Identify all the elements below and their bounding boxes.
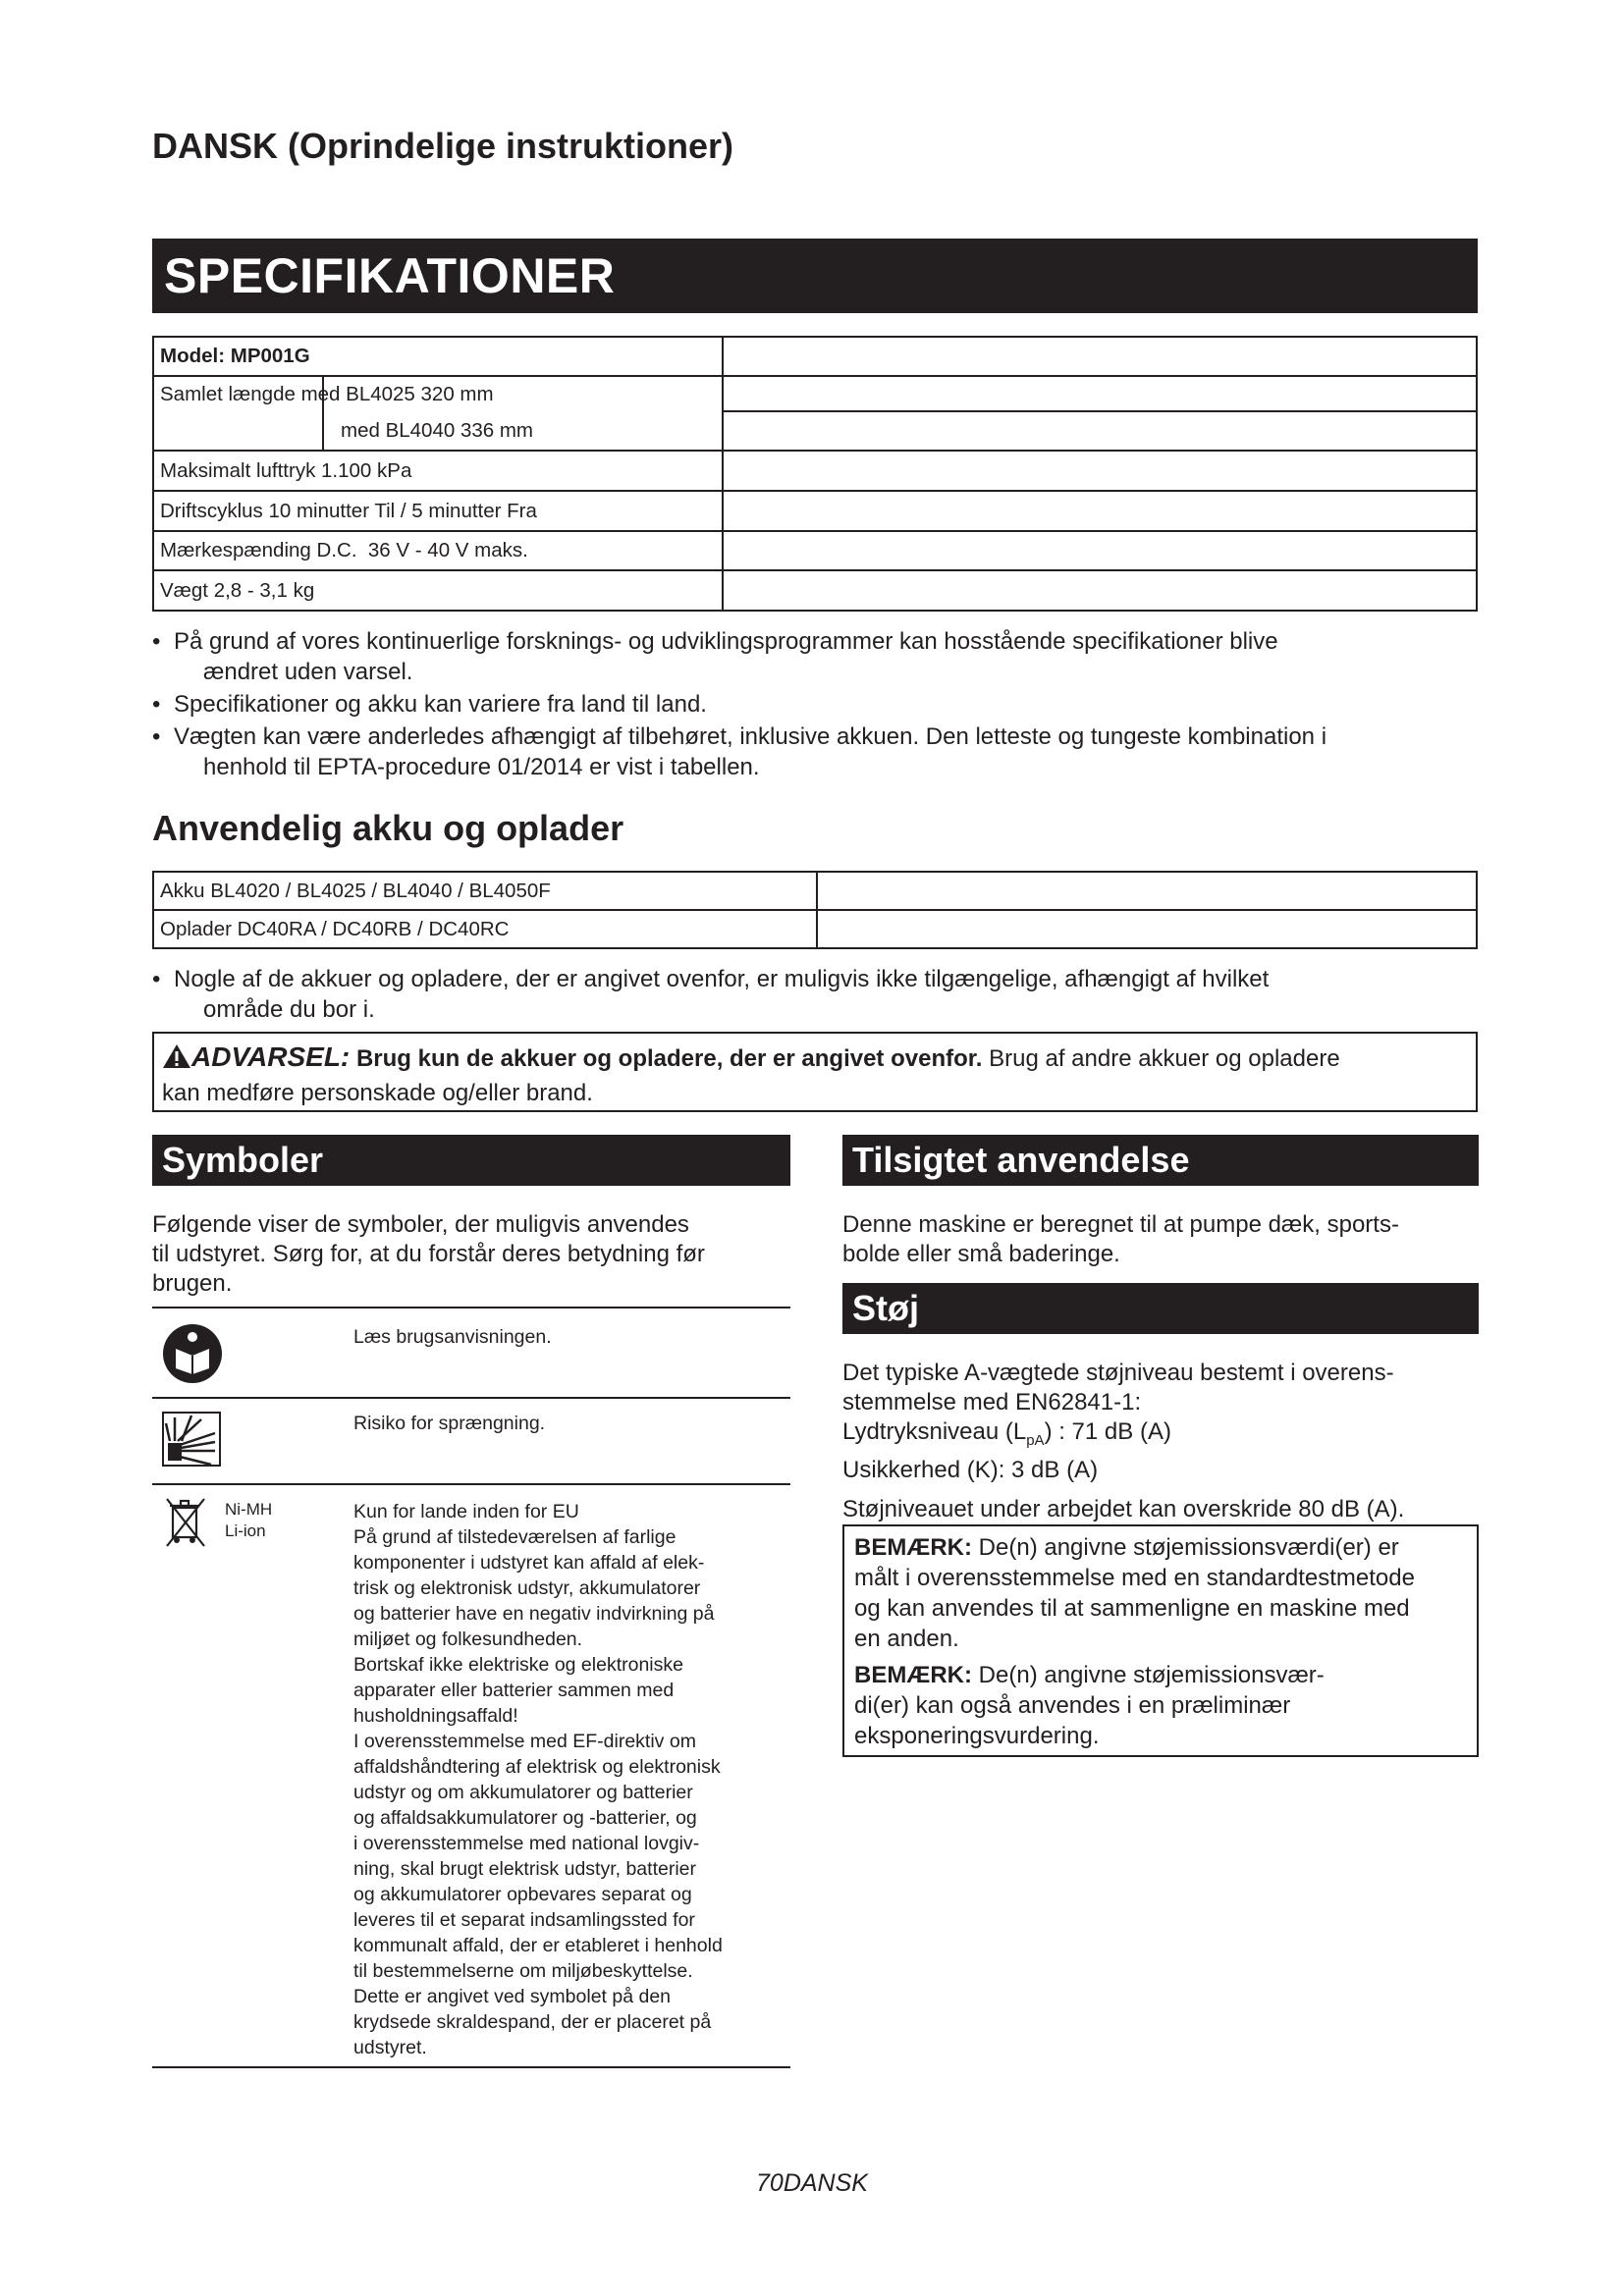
list-item: • Vægten kan være anderledes afhængigt af tilbehøret, inklusive akkuen. Den letteste og tungeste kombination i henhold til EPTA-procedure 01/2014 er vist i tabellen. [152, 723, 1327, 780]
list-item: • Nogle af de akkuer og opladere, der er angivet ovenfor, er muligvis ikke tilgængelige, afhængigt af hvilket område du bor i. [152, 966, 1270, 1023]
table-row [153, 491, 1477, 531]
warning-text: Brug af andre akkuer og opladere [989, 1045, 1340, 1072]
warning-bold-text: Brug kun de akkuer og opladere, der er angivet ovenfor. [355, 1045, 983, 1072]
battery-note [152, 964, 1488, 1025]
table-cell [723, 491, 1477, 531]
table-row [153, 570, 1477, 611]
specifications-banner: SPECIFIKATIONER [152, 239, 1478, 313]
table-row [153, 411, 1477, 451]
read-manual-icon [162, 1323, 223, 1389]
table-row [153, 376, 1477, 411]
spec-length-label: Samlet længde med BL4025 320 mm [160, 382, 494, 405]
intended-use-text: Denne maskine er beregnet til at pumpe dæk, sports- bolde eller små baderinge. [842, 1211, 1399, 1267]
list-item: • Specifikationer og akku kan variere fra land til land. [152, 691, 707, 718]
table-cell [817, 910, 1477, 948]
table-cell [817, 872, 1477, 910]
battery-heading: Anvendelig akku og oplader [152, 808, 624, 848]
table-row [153, 872, 1477, 910]
table-row [153, 337, 1477, 376]
table-row [152, 1485, 790, 2068]
symbols-intro: Følgende viser de symboler, der muligvis anvendes til udstyret. Sørg for, at du forstår deres betydning før brugen. [152, 1211, 705, 1297]
explosion-risk-icon [162, 1412, 221, 1471]
spec-notes [152, 626, 1488, 782]
page-language-title: DANSK (Oprindelige instruktioner) [152, 126, 734, 166]
table-cell: Oplader DC40RA / DC40RB / DC40RC [153, 910, 817, 948]
table-cell [723, 411, 1477, 451]
table-cell [723, 376, 1477, 411]
table-row [153, 451, 1477, 491]
table-cell [723, 337, 1477, 376]
table-cell [153, 376, 723, 411]
divider [322, 377, 324, 451]
table-row [153, 910, 1477, 948]
table-cell: Mærkespænding D.C. 36 V - 40 V maks. [153, 531, 723, 570]
note: BEMÆRK: De(n) angivne støjemissionsværdi(er) er målt i overensstemmelse med en standardtestmetode og kan anvendes til at sammenligne en maskine med en anden. [854, 1534, 1415, 1652]
table-cell: Akku BL4020 / BL4025 / BL4040 / BL4050F [153, 872, 817, 910]
warning-triangle-icon [162, 1043, 191, 1078]
specifications-table [152, 336, 1478, 612]
page-number: 70DANSK [756, 2169, 868, 2197]
table-cell: med BL4040 336 mm [153, 411, 723, 451]
table-row [152, 1399, 790, 1485]
uncertainty: Usikkerhed (K): 3 dB (A) [842, 1456, 1099, 1483]
table-cell: Driftscyklus 10 minutter Til / 5 minutter Fra [153, 491, 723, 531]
symbol-description: Kun for lande inden for EU På grund af tilstedeværelsen af farlige komponenter i udstyret kan affald af elek- trisk og elektronisk udstyr, akkumulatorer og batterier have en negativ indvirkning på miljøet og folkesundheden. Bortskaf ikke elektriske og elektroniske apparater eller batterier sammen med husholdningsaffald! I overensstemmelse med EF-direktiv om affaldshåndtering af elektrisk og elektronisk udstyr og om akkumulatorer og batterier og affaldsakkumulatorer og -batterier, og i overensstemmelse med national lovgiv- ning, skal brugt elektrisk udstyr, batterier og akkumulatorer opbevares separat og leveres til et separat indsamlingssted for kommunalt affald, der er etableret i henhold til bestemmelserne om miljøbeskyttelse. Dette er angivet ved symbolet på den krydsede skraldespand, der er placeret på udstyret. [353, 1501, 723, 2058]
warning-box [152, 1032, 1478, 1112]
noise-banner: Støj [842, 1283, 1479, 1334]
table-cell [723, 451, 1477, 491]
symbols-banner: Symboler [152, 1135, 790, 1186]
warning-label: ADVARSEL: [191, 1041, 351, 1072]
table-cell [723, 531, 1477, 570]
work-noise-level: Støjniveauet under arbejdet kan overskride 80 dB (A). [842, 1495, 1405, 1522]
table-row [153, 531, 1477, 570]
sound-pressure-level: Lydtryksniveau $(L_{pA})$ : 71 dB (A) [842, 1418, 1171, 1449]
table-cell: Model: MP001G [153, 337, 723, 376]
warning-text-line2: kan medføre personskade og/eller brand. [162, 1080, 593, 1106]
table-cell: Maksimalt lufttryk 1.100 kPa [153, 451, 723, 491]
crossed-bin-icon [164, 1495, 207, 1555]
battery-type-labels: Ni-MH Li-ion [225, 1500, 273, 1540]
battery-table [152, 871, 1478, 949]
table-cell [723, 570, 1477, 611]
intended-use-banner: Tilsigtet anvendelse [842, 1135, 1479, 1186]
list-item: • På grund af vores kontinuerlige forsknings- og udviklingsprogrammer kan hosstående specifikationer blive ændret uden varsel. [152, 628, 1278, 685]
note: BEMÆRK: De(n) angivne støjemissionsvær- di(er) kan også anvendes i en præliminær eksponeringsvurdering. [854, 1662, 1325, 1749]
noise-text: Det typiske A-vægtede støjniveau bestemt i overens- stemmelse med EN62841-1: Lydtryksniveau $(L_{pA})$ : 71 dB (A) Usikkerhed (K): 3 dB (A) Støjniveauet under arbejdet kan overskride 80 dB (A). [842, 1359, 1490, 1524]
noise-note-box [842, 1524, 1479, 1757]
symbol-description: Læs brugsanvisningen. [353, 1326, 552, 1348]
table-row [152, 1308, 790, 1399]
table-cell: Vægt 2,8 - 3,1 kg [153, 570, 723, 611]
symbol-description: Risiko for sprængning. [353, 1413, 546, 1434]
